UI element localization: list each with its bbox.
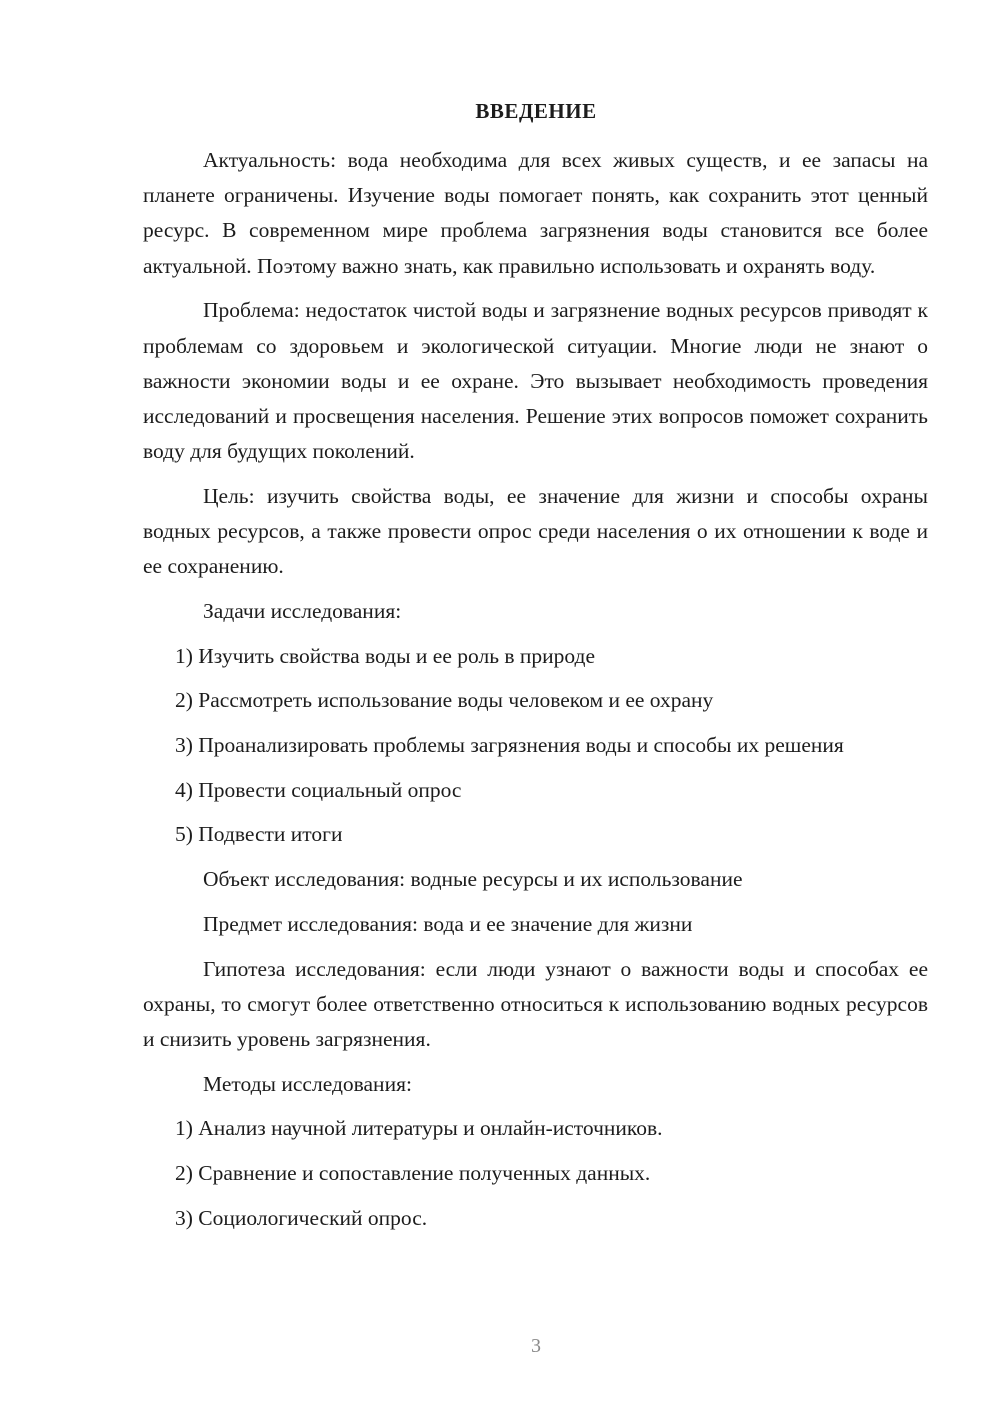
- task-item: 5) Подвести итоги: [175, 822, 343, 847]
- task-item: 1) Изучить свойства воды и ее роль в природе: [175, 643, 596, 668]
- method-item: 1) Анализ научной литературы и онлайн-источников.: [175, 1116, 663, 1141]
- task-item: 3) Проанализировать проблемы загрязнения воды и способы их решения: [175, 733, 844, 758]
- subject-paragraph: Предмет исследования: вода и ее значение для жизни: [203, 911, 693, 936]
- task-item: 4) Провести социальный опрос: [175, 777, 462, 802]
- methods-heading: Методы исследования:: [203, 1071, 412, 1096]
- goal-paragraph: Цель: изучить свойства воды, ее значение для жизни и способы охраны водных ресурсов, а также провести опрос среди населения о их отношении к воде и ее сохранению.: [143, 483, 928, 579]
- tasks-heading: Задачи исследования:: [203, 598, 402, 623]
- document-body: [143, 143, 928, 1236]
- task-item: 2) Рассмотреть использование воды человеком и ее охрану: [175, 688, 714, 713]
- relevance-paragraph: Актуальность: вода необходима для всех живых существ, и ее запасы на планете ограничены. Изучение воды помогает понять, как сохранить этот ценный ресурс. В современном мире проблема загрязнения воды становится все более актуальной. Поэтому важно знать, как правильно использовать и охранять воду.: [143, 148, 928, 278]
- method-item: 3) Социологический опрос.: [175, 1205, 428, 1230]
- method-item: 2) Сравнение и сопоставление полученных данных.: [175, 1161, 651, 1186]
- section-heading: ВВЕДЕНИЕ: [475, 99, 597, 123]
- problem-paragraph: Проблема: недостаток чистой воды и загрязнение водных ресурсов приводят к проблемам со здоровьем и экологической ситуации. Многие люди не знают о важности экономии воды и ее охране. Это вызывает необходимость проведения исследований и просвещения населения. Решение этих вопросов поможет сохранить воду для будущих поколений.: [143, 298, 928, 464]
- object-paragraph: Объект исследования: водные ресурсы и их использование: [203, 867, 743, 892]
- hypothesis-paragraph: Гипотеза исследования: если люди узнают о важности воды и способах ее охраны, то смогут более ответственно относиться к использованию водных ресурсов и снизить уровень загрязнения.: [143, 956, 928, 1051]
- page-number: 3: [531, 1335, 541, 1357]
